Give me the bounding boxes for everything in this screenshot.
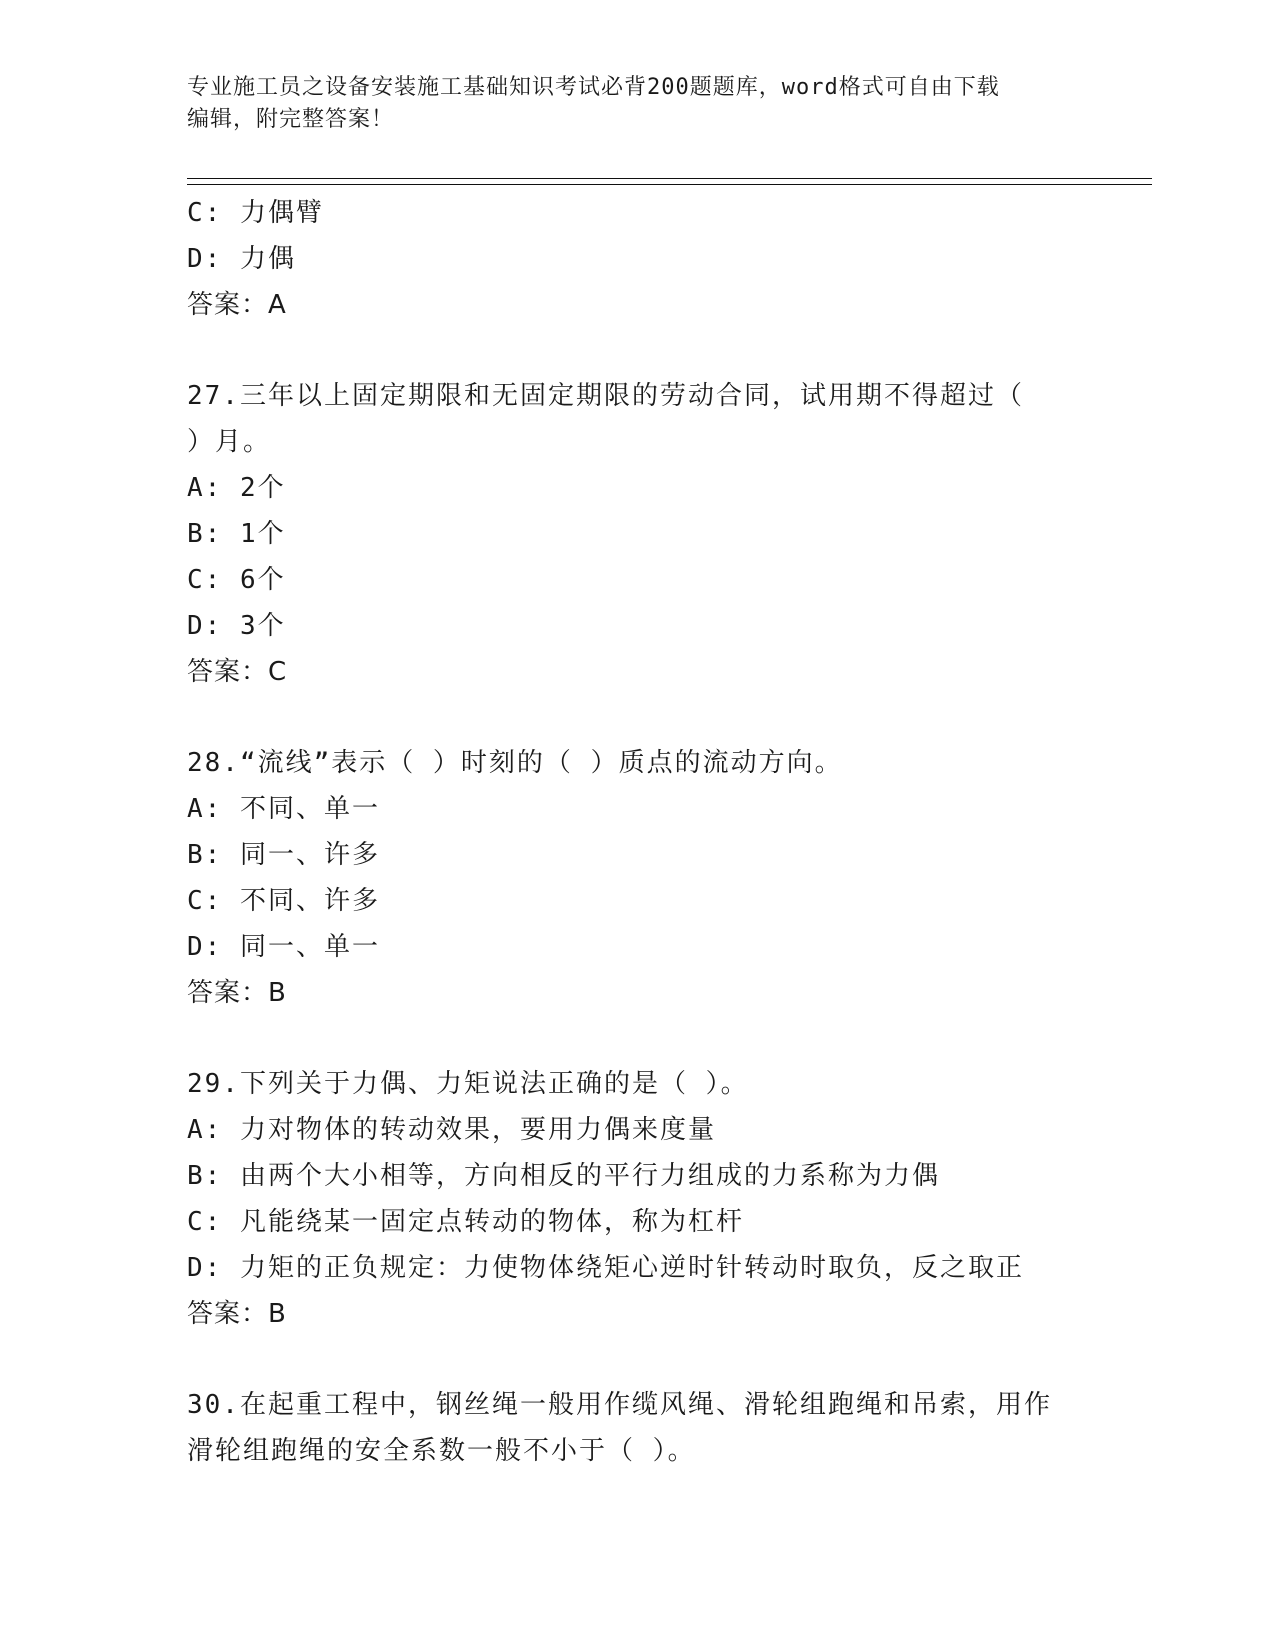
option-text: 同一、许多 bbox=[239, 840, 380, 870]
answer-line: 答案：B bbox=[187, 978, 287, 1008]
header-title-line-1: 专业施工员之设备安装施工基础知识考试必背200题题库，word格式可自由下载 bbox=[187, 75, 1000, 100]
option-text: 力偶 bbox=[239, 244, 296, 274]
header-divider-bottom bbox=[187, 184, 1152, 185]
option-key: B: bbox=[187, 519, 223, 549]
option-text: 力矩的正负规定：力使物体绕矩心逆时针转动时取负，反之取正 bbox=[239, 1253, 1024, 1283]
option-d bbox=[187, 1245, 1087, 1291]
option-d bbox=[187, 924, 1087, 970]
question-stem-line-2: ）月。 bbox=[187, 427, 272, 457]
option-b bbox=[187, 511, 1087, 557]
question-list bbox=[187, 190, 1087, 1474]
option-d bbox=[187, 236, 1087, 282]
option-a bbox=[187, 786, 1087, 832]
answer-line: 答案：B bbox=[187, 1299, 287, 1329]
question-29 bbox=[187, 1061, 1087, 1337]
option-key: C: bbox=[187, 565, 223, 595]
option-key: D: bbox=[187, 244, 223, 274]
question-stem-line-1: 29.下列关于力偶、力矩说法正确的是（ ）。 bbox=[187, 1069, 749, 1099]
option-key: C: bbox=[187, 886, 223, 916]
question-26-continuation bbox=[187, 190, 1087, 328]
option-key: D: bbox=[187, 1253, 223, 1283]
question-stem-line-1: 28.“流线”表示（ ）时刻的（ ）质点的流动方向。 bbox=[187, 748, 843, 778]
option-key: C: bbox=[187, 1207, 223, 1237]
document-header bbox=[187, 72, 1067, 136]
option-key: B: bbox=[187, 840, 223, 870]
option-c bbox=[187, 557, 1087, 603]
option-text: 力偶臂 bbox=[239, 198, 324, 228]
option-c bbox=[187, 190, 1087, 236]
option-text: 3个 bbox=[239, 611, 286, 641]
question-28 bbox=[187, 740, 1087, 1016]
spacer bbox=[187, 1337, 1087, 1382]
option-text: 2个 bbox=[239, 473, 286, 503]
option-d bbox=[187, 603, 1087, 649]
option-key: C: bbox=[187, 198, 223, 228]
option-key: A: bbox=[187, 1115, 223, 1145]
option-key: B: bbox=[187, 1161, 223, 1191]
option-a bbox=[187, 1107, 1087, 1153]
option-key: A: bbox=[187, 794, 223, 824]
option-key: D: bbox=[187, 932, 223, 962]
question-stem-line-2: 滑轮组跑绳的安全系数一般不小于（ ）。 bbox=[187, 1436, 696, 1466]
spacer bbox=[187, 695, 1087, 740]
option-text: 不同、单一 bbox=[239, 794, 380, 824]
option-b bbox=[187, 832, 1087, 878]
spacer bbox=[187, 328, 1087, 373]
question-stem-line-1: 27.三年以上固定期限和无固定期限的劳动合同，试用期不得超过（ bbox=[187, 381, 1024, 411]
option-text: 凡能绕某一固定点转动的物体，称为杠杆 bbox=[239, 1207, 744, 1237]
option-text: 6个 bbox=[239, 565, 286, 595]
answer-line: 答案：A bbox=[187, 290, 287, 320]
option-text: 1个 bbox=[239, 519, 286, 549]
option-key: D: bbox=[187, 611, 223, 641]
header-divider-top bbox=[187, 178, 1152, 179]
spacer bbox=[187, 1016, 1087, 1061]
option-c bbox=[187, 1199, 1087, 1245]
question-27 bbox=[187, 373, 1087, 695]
question-30 bbox=[187, 1382, 1087, 1474]
option-a bbox=[187, 465, 1087, 511]
header-title-line-2: 编辑，附完整答案！ bbox=[187, 107, 395, 132]
option-text: 力对物体的转动效果，要用力偶来度量 bbox=[239, 1115, 716, 1145]
option-text: 由两个大小相等，方向相反的平行力组成的力系称为力偶 bbox=[239, 1161, 940, 1191]
option-text: 同一、单一 bbox=[239, 932, 380, 962]
answer-line: 答案：C bbox=[187, 657, 288, 687]
option-key: A: bbox=[187, 473, 223, 503]
option-text: 不同、许多 bbox=[239, 886, 380, 916]
question-stem-line-1: 30.在起重工程中，钢丝绳一般用作缆风绳、滑轮组跑绳和吊索，用作 bbox=[187, 1390, 1052, 1420]
option-c bbox=[187, 878, 1087, 924]
option-b bbox=[187, 1153, 1087, 1199]
